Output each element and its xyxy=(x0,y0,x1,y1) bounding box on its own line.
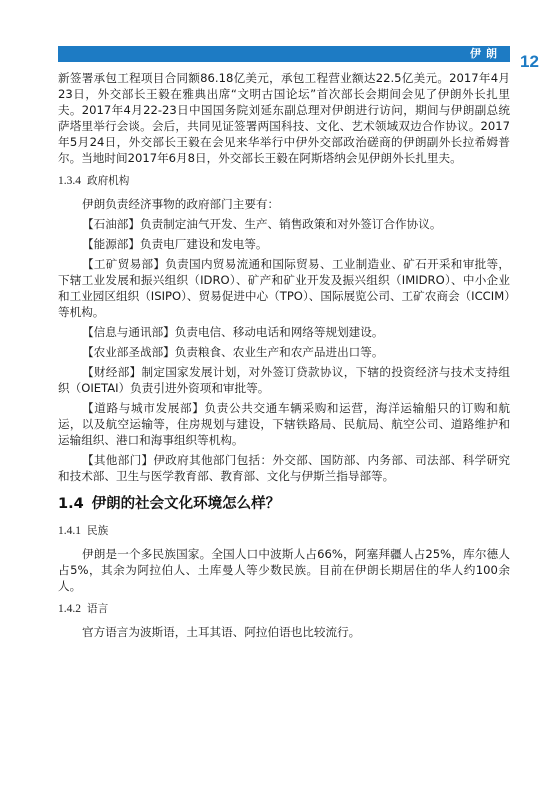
subsection-heading-1-4-2 xyxy=(58,602,510,616)
subsection-title: 语言 xyxy=(87,603,109,615)
subsection-number: 1.4.1 xyxy=(58,525,81,537)
list-item: 【信息与通讯部】负责电信、移动电话和网络等规划建设。 xyxy=(82,325,384,339)
subsection-number: 1.3.4 xyxy=(58,175,81,187)
list-item: 【其他部门】伊政府其他部门包括：外交部、国防部、内务部、司法部、科学研究和技术部、卫生与医学教育部、教育部、文化与伊斯兰指导部等。 xyxy=(58,453,510,483)
language-paragraph: 官方语言为波斯语，土耳其语、阿拉伯语也比较流行。 xyxy=(82,625,361,639)
list-item: 【能源部】负责电厂建设和发电等。 xyxy=(82,237,268,251)
list-lead: 伊朗负责经济事物的政府部门主要有： xyxy=(82,197,280,211)
subsection-title: 民族 xyxy=(87,525,109,537)
section-number: 1.4 xyxy=(58,496,84,512)
list-item: 【工矿贸易部】负责国内贸易流通和国际贸易、工业制造业、矿石开采和审批等，下辖工业发展和振兴组织（IDRO）、矿产和矿业开发及振兴组织（IMIDRO）、中小企业和工业园区组织（ISIPO）、贸易促进中心（TPO）、国际展览公司、工矿农商会（ICCIM）等机构。 xyxy=(58,257,510,319)
subsection-heading-1-3-4 xyxy=(58,174,510,188)
subsection-heading-1-4-1 xyxy=(58,524,510,538)
section-title: 伊朗的社会文化环境怎么样？ xyxy=(91,496,281,512)
list-item: 【农业部圣战部】负责粮食、农业生产和农产品进出口等。 xyxy=(82,345,384,359)
section-heading-1-4 xyxy=(58,494,510,514)
page-number: 12 xyxy=(520,52,539,71)
running-header-title: 伊朗 xyxy=(470,47,502,60)
list-item: 【石油部】负责制定油气开发、生产、销售政策和对外签订合作协议。 xyxy=(82,217,442,231)
ethnicity-paragraph: 伊朗是一个多民族国家。全国人口中波斯人占66%，阿塞拜疆人占25%，库尔德人占5%，其余为阿拉伯人、土库曼人等少数民族。目前在伊朗长期居住的华人约100余人。 xyxy=(58,547,510,593)
subsection-number: 1.4.2 xyxy=(58,603,81,615)
header-bar xyxy=(58,46,510,62)
list-item: 【财经部】制定国家发展计划，对外签订贷款协议，下辖的投资经济与技术支持组织（OIETAI）负责引进外资项和审批等。 xyxy=(58,365,510,395)
list-item: 【道路与城市发展部】负责公共交通车辆采购和运营，海洋运输船只的订购和航运，以及航空运输等，住房规划与建设，下辖铁路局、民航局、航空公司、道路维护和运输组织、港口和海事组织等机构。 xyxy=(58,401,510,447)
subsection-title: 政府机构 xyxy=(87,175,130,187)
page-content xyxy=(58,70,510,640)
government-agencies-list xyxy=(58,196,510,484)
intro-paragraph: 新签署承包工程项目合同额86.18亿美元，承包工程营业额达22.5亿美元。2017年4月23日，外交部长王毅在雅典出席“文明古国论坛”首次部长会期间会见了伊朗外长扎里夫。2017年4月22-23日中国国务院刘延东副总理对伊朗进行访问，期间与伊朗副总统萨塔里举行会谈。会后，共同见证签署两国科技、文化、艺术领域双边合作协议。2017年5月24日，外交部长王毅在会见来华举行中伊外交部政治磋商的伊朗副外长拉希姆普尔。当地时间2017年6月8日，外交部长王毅在阿斯塔纳会见伊朗外长扎里夫。 xyxy=(58,71,510,165)
